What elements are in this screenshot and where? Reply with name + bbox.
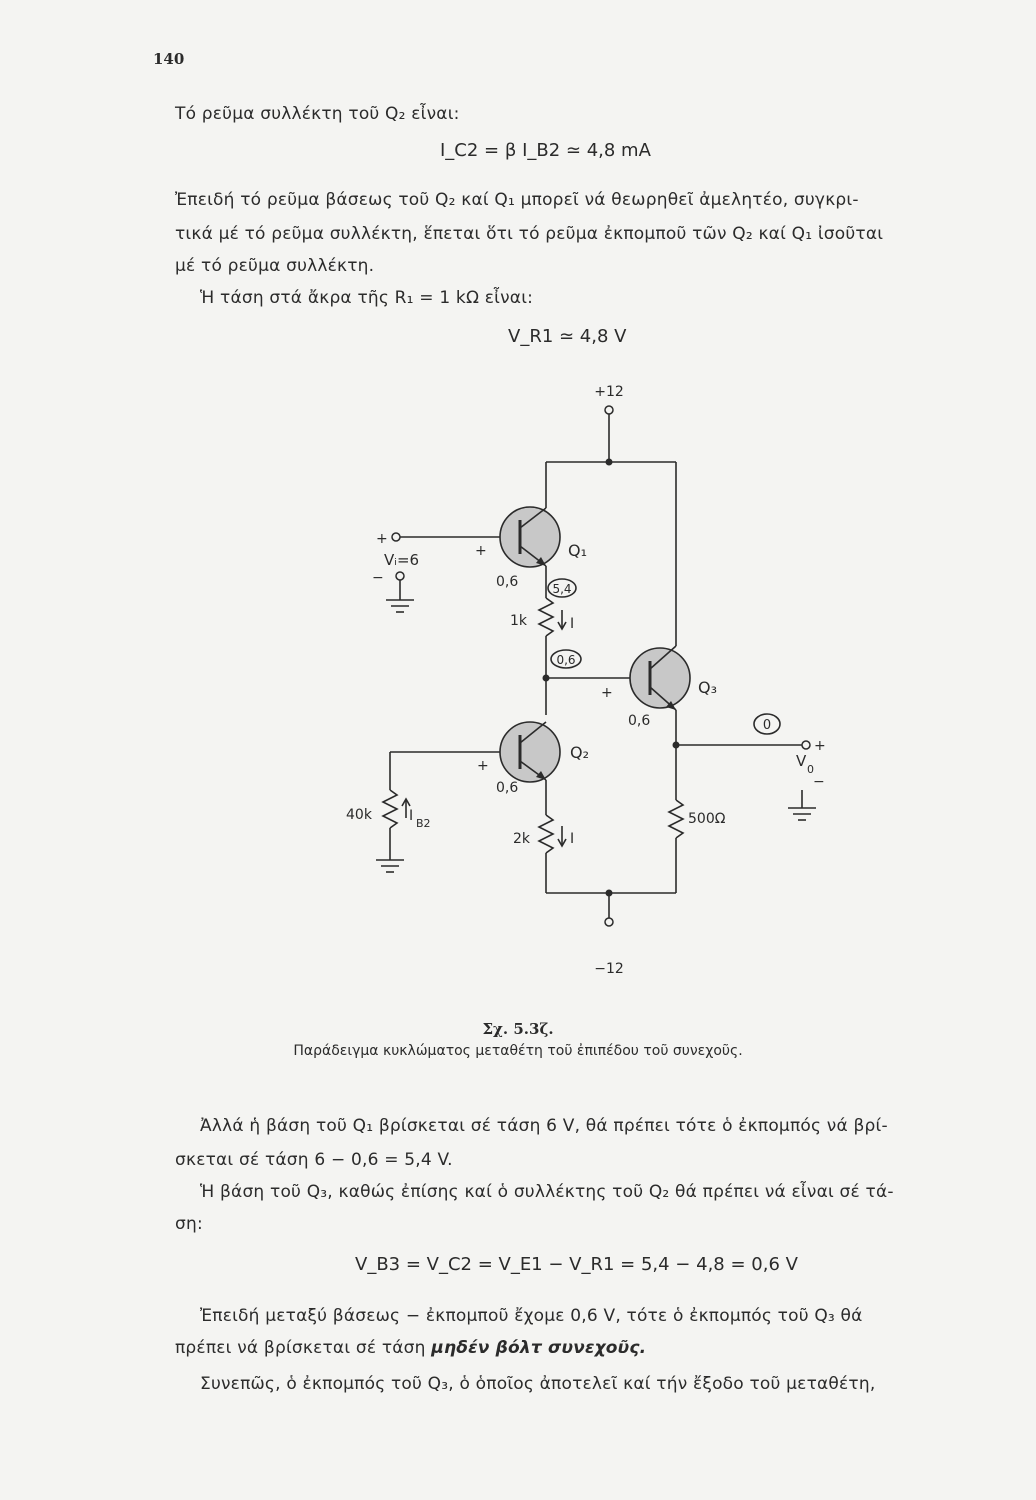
label-q1: Q₁	[568, 541, 588, 560]
label-q1-base-plus: +	[475, 543, 487, 559]
label-q3-base-plus: +	[601, 685, 613, 701]
label-supply-positive: +12	[594, 384, 624, 400]
paragraph-q1-base-line-1: Ἀλλά ἡ βάση τοῦ Q₁ βρίσκεται σέ τάση 6 V, θά πρέπει τότε ὁ ἐκπομπός νά βρί-	[200, 1116, 888, 1136]
label-current-r2: I	[570, 831, 575, 847]
circled-output-voltage: 0	[762, 718, 772, 733]
label-vbe-q3: 0,6	[628, 713, 651, 729]
label-input-plus: +	[376, 531, 388, 547]
label-q2: Q₂	[570, 743, 590, 762]
paragraph-output-line-1: Συνεπῶς, ὁ ἐκπομπός τοῦ Q₃, ὁ ὁποῖος ἀποτελεῖ καί τήν ἔξοδο τοῦ μεταθέτη,	[200, 1374, 876, 1394]
paragraph-collector-current: Τό ρεῦμα συλλέκτη τοῦ Q₂ εἶναι:	[175, 104, 460, 124]
paragraph-emitter-line-2	[175, 1338, 646, 1358]
paragraph-base-current-line-2: τικά μέ τό ρεῦμα συλλέκτη, ἕπεται ὅτι τό ρεῦμα ἐκπομποῦ τῶν Q₂ καί Q₁ ἰσοῦται	[175, 224, 884, 244]
label-q2-base-plus: +	[477, 758, 489, 774]
label-input-minus: −	[372, 570, 384, 586]
transistor-q2	[500, 722, 560, 782]
figure-caption-text: Παράδειγμα κυκλώματος μεταθέτη τοῦ ἐπιπέδου τοῦ συνεχοῦς.	[293, 1043, 743, 1059]
label-current-r1: I	[570, 616, 575, 632]
label-output-plus: +	[814, 738, 826, 754]
circled-q1-emitter-voltage: 5,4	[552, 582, 572, 596]
emphasis-zero-volts: μηδέν βόλτ συνεχοῦς.	[431, 1338, 647, 1358]
transistor-q1	[500, 507, 560, 567]
paragraph-voltage-r1: Ἡ τάση στά ἄκρα τῆς R₁ = 1 kΩ εἶναι:	[200, 288, 534, 308]
paragraph-emitter-text: πρέπει νά βρίσκεται σέ τάση	[175, 1338, 432, 1358]
page-number: 140	[153, 50, 185, 68]
label-input-voltage: Vᵢ=6	[384, 551, 420, 569]
label-ib2: I	[409, 808, 414, 824]
figure-caption-title: Σχ. 5.3ζ.	[482, 1020, 554, 1038]
label-vbe-q2: 0,6	[496, 780, 519, 796]
paragraph-emitter-line-1: Ἐπειδή μεταξύ βάσεως − ἐκπομποῦ ἔχομε 0,6 V, τότε ὁ ἐκπομπός τοῦ Q₃ θά	[200, 1306, 863, 1326]
equation-ic2: I_C2 = β I_B2 ≃ 4,8 mA	[440, 140, 651, 161]
paragraph-q3-base-line-2: ση:	[175, 1214, 203, 1234]
label-supply-negative: −12	[594, 961, 624, 977]
paragraph-q3-base-line-1: Ἡ βάση τοῦ Q₃, καθώς ἐπίσης καί ὁ συλλέκτης τοῦ Q₂ θά πρέπει νά εἶναι σέ τά-	[200, 1182, 894, 1202]
equation-vr1: V_R1 ≃ 4,8 V	[508, 326, 627, 347]
circled-q3-base-voltage: 0,6	[556, 653, 576, 667]
equation-vb3: V_B3 = V_C2 = V_E1 − V_R1 = 5,4 − 4,8 = 0,6 V	[355, 1254, 798, 1275]
label-r3: 40k	[346, 807, 372, 823]
label-output-minus: −	[813, 774, 825, 790]
paragraph-base-current-line-3: μέ τό ρεῦμα συλλέκτη.	[175, 256, 375, 276]
transistor-q3	[630, 646, 690, 710]
paragraph-base-current-line-1: Ἐπειδή τό ρεῦμα βάσεως τοῦ Q₂ καί Q₁ μπορεῖ νά θεωρηθεῖ ἀμελητέο, συγκρι-	[175, 190, 859, 210]
label-r4: 500Ω	[688, 811, 726, 827]
label-vo: V	[796, 752, 807, 770]
label-r2: 2k	[513, 831, 531, 847]
label-vo-subscript: 0	[807, 763, 814, 776]
label-r1: 1k	[510, 613, 528, 629]
paragraph-q1-base-line-2: σκεται σέ τάση 6 − 0,6 = 5,4 V.	[175, 1150, 453, 1170]
label-vbe-q1: 0,6	[496, 574, 519, 590]
label-q3: Q₃	[698, 678, 718, 697]
label-ib2-subscript: B2	[416, 817, 431, 830]
